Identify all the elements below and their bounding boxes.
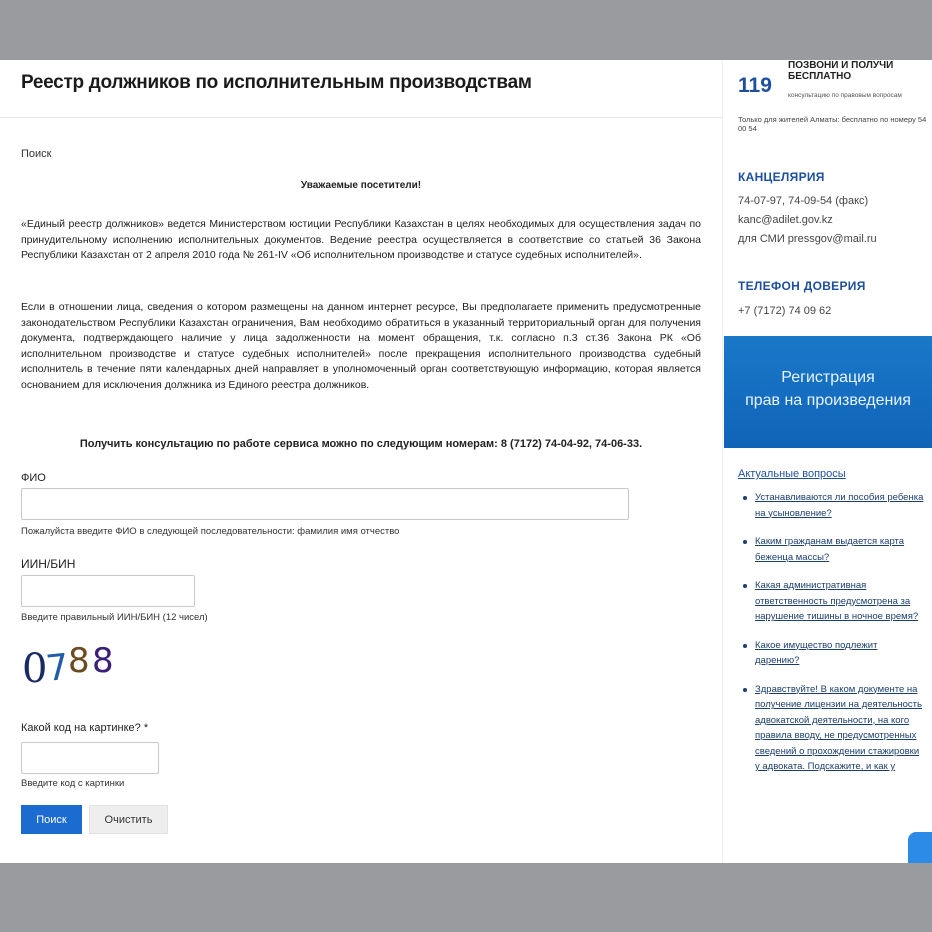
questions-list	[738, 490, 924, 788]
captcha-input[interactable]	[21, 742, 159, 774]
chat-icon[interactable]	[908, 832, 932, 863]
trust-phone: +7 (7172) 74 09 62	[738, 305, 832, 317]
fio-input[interactable]	[21, 488, 629, 520]
notice-paragraph: Если в отношении лица, сведения о котором размещены на данном интернет ресурсе, Вы предполагаете применить предусмотренные законодательством Республики Казахстан ограничения, Вам необходимо обратиться в указанный территориальный орган для получения документа, подтверждающего наличие у лица задолженности на момент обращения, т.к. согласно п.3 ст.36 Закона РК «Об исполнительном производстве и статусе судебных исполнителей» после прекращения исполнительного производства судебный исполнитель в течение пяти календарных дней направляет в уполномоченный орган соответствующую информацию, которая является основанием для исключения должника из Единого реестра должников.	[21, 301, 701, 391]
question-link[interactable]: Какая административная ответственность предусмотрена за нарушение тишины в ночное время?	[755, 580, 919, 622]
breadcrumb[interactable]: Поиск	[21, 148, 52, 160]
question-item	[738, 638, 924, 669]
question-link[interactable]: Здравствуйте! В каком документе на получение лицензии на деятельность адвокатской деятельности, на кого правила вводу, не предусмотренных сведений о прохождении стажировки у адвоката. Подскажите, и как у	[755, 683, 922, 772]
consultation-text: Получить консультацию по работе сервиса можно по следующим номерам: 8 (7172) 74-04-92, 74-06-33.	[79, 438, 643, 450]
page-container	[0, 60, 932, 863]
banner-line-2: прав на произведения	[745, 392, 911, 409]
main-content	[0, 60, 722, 863]
iin-hint: Введите правильный ИИН/БИН (12 чисел)	[21, 612, 208, 623]
captcha-label: Какой код на картинке? *	[21, 722, 149, 734]
captcha-digit-2: 7	[43, 646, 72, 690]
sidebar-divider	[722, 60, 723, 863]
office-email[interactable]: kanc@adilet.gov.kz	[738, 214, 833, 226]
hotline-title: ПОЗВОНИ И ПОЛУЧИ БЕСПЛАТНО	[788, 60, 894, 82]
question-link[interactable]: Устанавливаются ли пособия ребенка на усыновление?	[755, 492, 924, 519]
bullet-icon	[743, 644, 747, 648]
question-link[interactable]: Каким гражданам выдается карта беженца массы?	[755, 536, 905, 563]
search-button[interactable]: Поиск	[21, 805, 82, 834]
bullet-icon	[743, 540, 747, 544]
sidebar	[722, 60, 932, 863]
office-phones: 74-07-97, 74-09-54 (факс)	[738, 195, 869, 207]
page-title: Реестр должников по исполнительным производствам	[21, 72, 532, 93]
question-item	[738, 578, 924, 625]
office-heading: КАНЦЕЛЯРИЯ	[738, 170, 825, 184]
greeting-heading: Уважаемые посетители!	[300, 180, 422, 191]
hotline-note: Только для жителей Алматы: бесплатно по номеру 54 00 54	[738, 115, 927, 133]
bullet-icon	[743, 584, 747, 588]
captcha-image	[22, 638, 132, 690]
question-item	[738, 534, 924, 565]
question-item	[738, 490, 924, 521]
question-link[interactable]: Какое имущество подлежит дарению?	[755, 639, 878, 666]
hotline-number[interactable]: 119	[738, 74, 772, 97]
question-item	[738, 682, 924, 775]
trust-heading: ТЕЛЕФОН ДОВЕРИЯ	[738, 279, 866, 293]
iin-input[interactable]	[21, 575, 195, 607]
questions-heading[interactable]: Актуальные вопросы	[738, 468, 846, 480]
title-divider	[0, 117, 722, 118]
captcha-digit-1: 0	[22, 646, 48, 690]
captcha-digit-3: 8	[68, 641, 90, 681]
fio-hint: Пожалуйста введите ФИО в следующей последовательности: фамилия имя отчество	[21, 526, 400, 537]
bullet-icon	[743, 496, 747, 500]
clear-button[interactable]: Очистить	[89, 805, 168, 834]
intro-paragraph: «Единый реестр должников» ведется Министерством юстиции Республики Казахстан в целях необходимых для осуществления задач по принудительному исполнению исполнительных документов. Ведение реестра осуществляется в соответствие со статьей 36 Закона Республики Казахстан от 2 апреля 2010 года № 261-IV «Об исполнительном производстве и статусе судебных исполнителей».	[21, 218, 701, 261]
captcha-hint: Введите код с картинки	[21, 778, 125, 789]
iin-label: ИИН/БИН	[21, 557, 76, 571]
bullet-icon	[743, 688, 747, 692]
fio-label: ФИО	[21, 472, 46, 484]
captcha-digit-4: 8	[92, 641, 114, 681]
media-email[interactable]: для СМИ pressgov@mail.ru	[738, 233, 877, 245]
hotline-subtitle: консультацию по правовым вопросам	[788, 92, 902, 99]
registration-banner[interactable]	[724, 336, 932, 448]
banner-line-1: Регистрация	[781, 369, 875, 386]
